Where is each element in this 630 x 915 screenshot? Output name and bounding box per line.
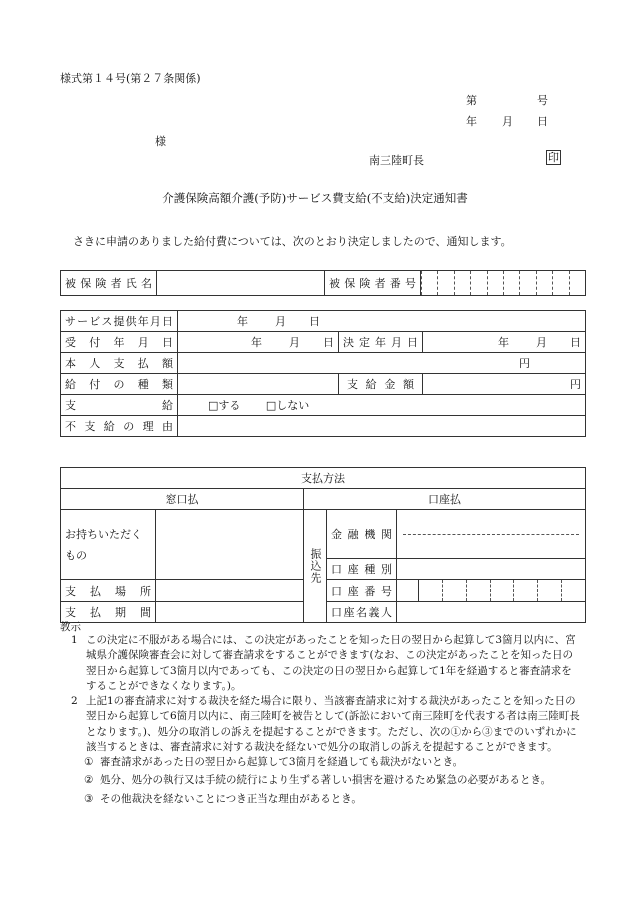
number-suffix: 号	[537, 94, 548, 107]
account-payment-header: 口座払	[304, 489, 586, 510]
account-number-label: 口座番号	[327, 580, 397, 602]
date-day: 日	[537, 115, 548, 128]
received-date-field[interactable]: 年 月 日	[178, 332, 339, 353]
seal-mark-text: 印	[548, 151, 559, 164]
bank-divider	[403, 534, 579, 535]
account-type-label: 口座種別	[327, 559, 397, 580]
bring-items-field[interactable]	[156, 510, 304, 580]
seal-mark	[546, 150, 561, 165]
payment-method-title: 支払方法	[61, 468, 586, 489]
option-no-checkbox[interactable]: □しない	[265, 399, 310, 412]
date-month: 月	[502, 115, 513, 128]
notes-list	[60, 633, 580, 807]
note-item: 1 この決定に不服がある場合には、この決定があったことを知った日の翌日から起算して3箇月以内に、宮城県介護保険審査会に対して審査請求をすることができます(なお、この決定があったことを知った日の翌日から起算して3箇月以内であっても、この決定の日の翌日から起算して1年を経過すると審査請求をすることができなくなります。)。	[60, 633, 580, 694]
account-holder-field[interactable]	[397, 602, 586, 623]
place-label: 支払場所	[61, 580, 156, 602]
insured-number-digit-boxes	[421, 271, 585, 295]
document-title: 介護保険高額介護(予防)サービス費支給(不支給)決定通知書	[162, 191, 468, 205]
option-yes-checkbox[interactable]: □する	[208, 399, 241, 412]
transfer-label: 振込先	[304, 510, 327, 623]
account-holder-label: 口座名義人	[327, 602, 397, 623]
issuer-name: 南三陸町長	[369, 154, 424, 167]
place-field[interactable]	[156, 580, 304, 602]
date-year: 年	[466, 115, 477, 128]
reason-label: 不支給の理由	[61, 416, 178, 437]
benefit-type-field[interactable]	[178, 374, 339, 395]
period-field[interactable]	[156, 602, 304, 623]
decision-table	[60, 310, 586, 437]
bank-field[interactable]	[397, 510, 586, 559]
benefit-type-label: 給付の種類	[61, 374, 178, 395]
insured-name-label: 被保険者氏名	[61, 271, 157, 296]
note-text: 上記1の審査請求に対する裁決を経た場合に限り、当該審査請求に対する裁決があったことを知った日の翌日から起算して6箇月以内に、南三陸町を被告として(訴訟において南三陸町を代表する者は南三陸町長となります。)、処分の取消しの訴えを提起することができます。ただし、次の①から③までのいずれかに該当するときは、審査請求に対する裁決を経ないで処分の取消しの訴えを提起することができます。	[86, 695, 580, 754]
account-number-digit-boxes	[419, 580, 585, 601]
bring-items-label: お持ちいただくもの	[61, 510, 156, 580]
form-number: 様式第１４号(第２７条関係)	[60, 72, 201, 85]
note-item: 2 上記1の審査請求に対する裁決を経た場合に限り、当該審査請求に対する裁決があったことを知った日の翌日から起算して6箇月以内に、南三陸町を被告として(訴訟において南三陸町を代表する者は南三陸町長となります。)、処分の取消しの訴えを提起することができます。ただし、次の①から③までのいずれかに該当するときは、審査請求に対する裁決を経ないで処分の取消しの訴えを提起することができます。	[60, 694, 580, 755]
number-prefix: 第	[466, 94, 477, 107]
decision-date-label: 決定年月日	[339, 332, 423, 353]
note-text: この決定に不服がある場合には、この決定があったことを知った日の翌日から起算して3箇月以内に、宮城県介護保険審査会に対して審査請求をすることができます(なお、この決定があったことを知った日の翌日から起算して3箇月以内であっても、この決定の日の翌日から起算して1年を経過すると審査請求をすることができなくなります。)。	[86, 634, 576, 692]
insured-number-field[interactable]	[421, 271, 586, 296]
window-payment-header: 窓口払	[61, 489, 304, 510]
account-number-prefix[interactable]	[397, 580, 419, 602]
service-month-label: サービス提供年月日	[61, 311, 178, 332]
note-subitem: ③ その他裁決を経ないことにつき正当な理由があるとき。	[84, 792, 362, 805]
amount-label: 支給金額	[339, 374, 423, 395]
insured-name-field[interactable]	[157, 271, 325, 296]
notes-heading: 教示	[60, 621, 81, 633]
reason-field[interactable]	[178, 416, 586, 437]
service-month-field[interactable]: 年 月 日	[178, 311, 586, 332]
period-label: 支払期間	[61, 602, 156, 623]
self-pay-field[interactable]: 円	[178, 353, 586, 374]
received-date-label: 受付年月日	[61, 332, 178, 353]
payment-options	[178, 395, 586, 416]
payment-method-table	[60, 467, 586, 623]
bank-label: 金融機関	[327, 510, 397, 559]
intro-text: さきに申請のありました給付費については、次のとおり決定しましたので、通知します。	[73, 235, 512, 248]
note-subitem: ① 審査請求があった日の翌日から起算して3箇月を経過しても裁決がないとき。	[84, 756, 464, 769]
note-subitem: ② 処分、処分の執行又は手続の続行により生ずる著しい損害を避けるため緊急の必要があるとき。	[84, 773, 552, 786]
payment-label: 支給	[61, 395, 178, 416]
decision-date-field[interactable]: 年 月 日	[423, 332, 586, 353]
insured-number-label: 被保険者番号	[325, 271, 421, 296]
self-pay-label: 本人支払額	[61, 353, 178, 374]
account-number-field[interactable]	[419, 580, 586, 602]
amount-field[interactable]: 円	[423, 374, 586, 395]
addressee-suffix: 様	[155, 135, 166, 148]
insured-table	[60, 270, 586, 296]
account-type-field[interactable]	[397, 559, 586, 580]
